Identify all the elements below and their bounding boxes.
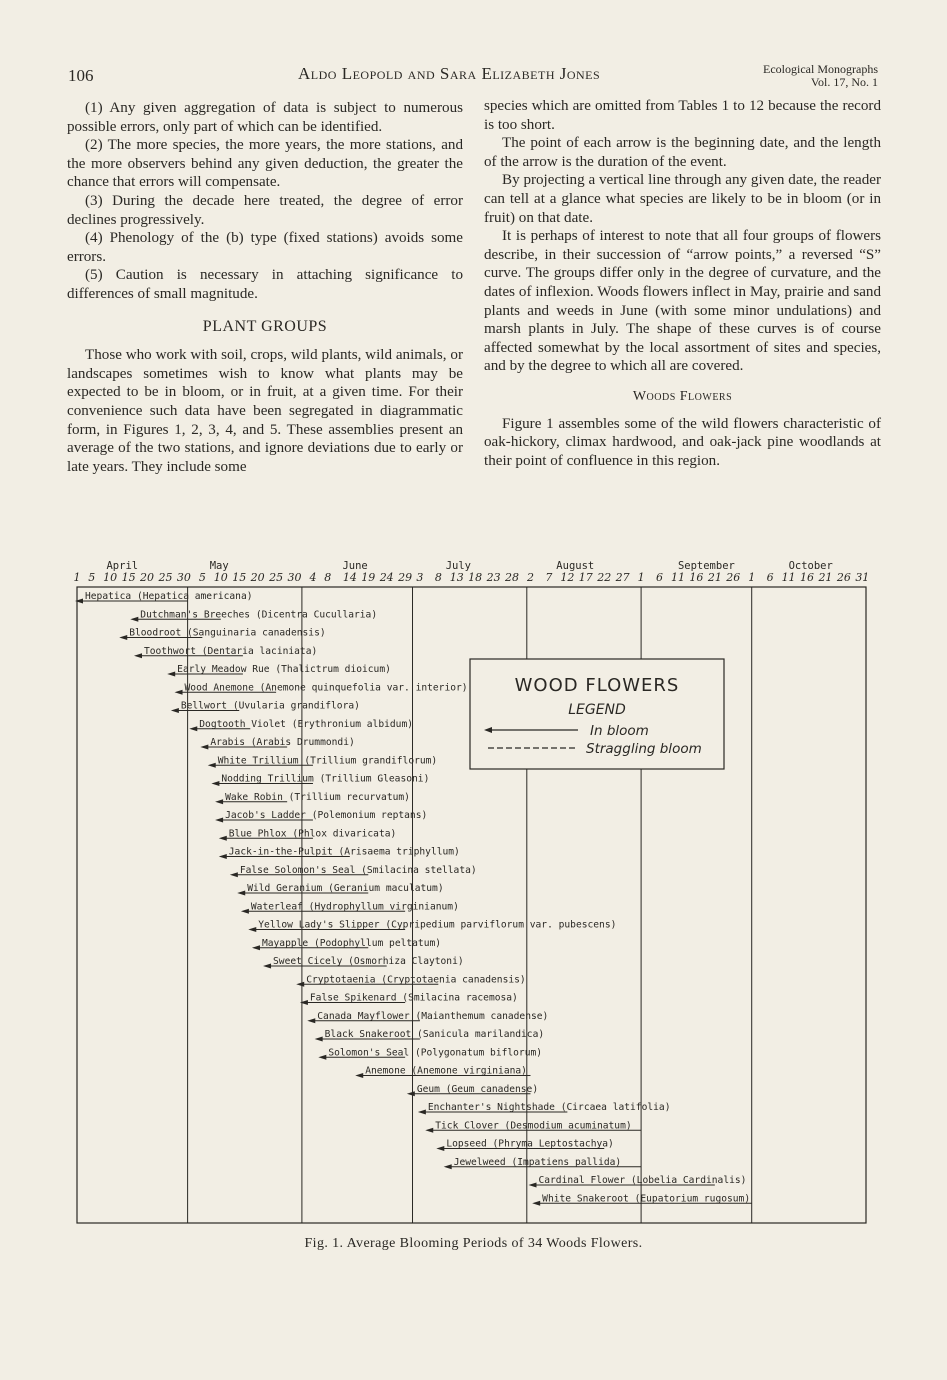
- day-tick-label: 18: [468, 571, 483, 584]
- day-tick-label: 28: [505, 571, 520, 584]
- species-label: Cryptotaenia (Cryptotaenia canadensis): [306, 974, 526, 986]
- day-tick-label: 22: [597, 571, 612, 584]
- species-row: [134, 646, 317, 659]
- paragraph: (2) The more species, the more years, the more stations, and the more observers behind any given deduction, the greater the chance that errors will compensate.: [67, 137, 463, 191]
- species-row: [230, 865, 477, 878]
- species-label: White Trillium (Trillium grandiflorum): [217, 755, 438, 767]
- legend-in-bloom-label: In bloom: [590, 723, 649, 739]
- species-row: [307, 1011, 548, 1024]
- day-tick-label: 1: [637, 571, 645, 584]
- arrow-head: [134, 653, 142, 658]
- arrow-head: [296, 982, 304, 987]
- day-tick-label: 15: [232, 571, 247, 584]
- day-tick-label: 5: [88, 571, 96, 584]
- species-label: Dogtooth Violet (Erythronium albidum): [199, 718, 414, 730]
- arrow-head: [219, 836, 227, 841]
- species-row: [318, 1047, 542, 1060]
- day-tick-label: 1: [748, 571, 756, 584]
- arrow-head: [436, 1146, 444, 1151]
- species-label: Jacob's Ladder (Polemonium reptans): [225, 810, 428, 821]
- species-label: Anemone (Anemone virginiana): [365, 1065, 527, 1077]
- day-tick-label: 16: [689, 571, 704, 584]
- species-label: Black Snakeroot (Sanicula marilandica): [324, 1029, 545, 1040]
- species-row: [425, 1120, 641, 1133]
- species-label: Enchanter's Nightshade (Circaea latifolia): [427, 1102, 671, 1113]
- species-label: Dutchman's Breeches (Dicentra Cucullaria): [140, 609, 378, 621]
- day-tick-label: 25: [158, 571, 173, 584]
- day-tick-label: 7: [545, 571, 553, 584]
- species-label: Tick Clover (Desmodium acuminatum): [435, 1120, 632, 1132]
- arrow-head: [167, 672, 175, 677]
- species-row: [444, 1157, 641, 1170]
- species-row: [215, 810, 427, 823]
- legend-straggling-label: Straggling bloom: [586, 741, 702, 757]
- paragraph: (3) During the decade here treated, the degree of error declines progressively.: [67, 192, 463, 228]
- arrow-head: [211, 781, 219, 786]
- arrow-head: [119, 635, 127, 640]
- species-row: [436, 1139, 614, 1152]
- species-row: [215, 792, 410, 805]
- arrow-head: [300, 1000, 308, 1005]
- day-tick-label: 13: [449, 571, 464, 584]
- species-label: Jack-in-the-Pulpit (Arisaema triphyllum): [228, 846, 460, 858]
- species-row: [263, 956, 464, 969]
- arrow-head: [219, 854, 227, 859]
- species-label: Hepatica (Hepatica americana): [85, 591, 253, 602]
- day-tick-label: 21: [707, 571, 722, 584]
- species-label: Jewelweed (Impatiens pallida): [453, 1156, 622, 1168]
- day-tick-label: 26: [836, 571, 851, 584]
- day-tick-label: 29: [398, 571, 413, 584]
- arrow-head: [75, 599, 83, 604]
- day-tick-label: 1: [73, 571, 81, 584]
- species-row: [528, 1175, 746, 1188]
- species-label: Bellwort (Uvularia grandiflora): [180, 700, 360, 712]
- species-row: [407, 1084, 538, 1097]
- arrow-head: [528, 1183, 536, 1188]
- paragraph: (1) Any given aggregation of data is subject to numerous possible errors, only part of which can be identified.: [67, 100, 463, 135]
- species-row: [532, 1193, 752, 1206]
- arrow-head: [532, 1201, 540, 1206]
- month-label: July: [445, 560, 471, 572]
- species-row: [296, 974, 526, 987]
- species-label: Cardinal Flower (Lobelia Cardinalis): [538, 1175, 747, 1186]
- species-label: Wake Robin (Trillium recurvatum): [225, 791, 410, 803]
- day-tick-label: 20: [250, 571, 265, 584]
- month-label: June: [342, 560, 368, 572]
- arrow-head: [200, 745, 208, 750]
- month-label: September: [677, 560, 735, 572]
- species-row: [189, 719, 413, 732]
- arrow-head: [307, 1018, 315, 1023]
- arrow-head: [444, 1164, 452, 1169]
- species-row: [219, 828, 397, 841]
- species-label: Canada Mayflower (Maianthemum canadense): [317, 1010, 549, 1022]
- arrow-head: [263, 964, 271, 969]
- species-row: [300, 993, 518, 1006]
- species-row: [241, 901, 459, 914]
- page-number: 106: [68, 66, 94, 85]
- species-label: Solomon's Seal (Polygonatum biflorum): [328, 1047, 543, 1059]
- paragraph: (4) Phenology of the (b) type (fixed stations) avoids some errors.: [67, 230, 463, 265]
- day-tick-label: 10: [103, 571, 118, 584]
- species-row: [418, 1102, 671, 1115]
- species-label: Toothwort (Dentaria laciniata): [143, 645, 318, 657]
- arrow-head: [171, 708, 179, 713]
- species-label: Lopseed (Phryma Leptostachya): [446, 1138, 614, 1150]
- day-tick-label: 27: [615, 571, 630, 584]
- species-label: False Spikenard (Smilacina racemosa): [309, 992, 518, 1004]
- species-row: [171, 701, 360, 714]
- day-tick-label: 8: [434, 571, 442, 584]
- arrow-head: [215, 799, 223, 804]
- arrow-head: [208, 763, 216, 768]
- species-row: [175, 682, 468, 695]
- day-tick-label: 15: [121, 571, 136, 584]
- paragraph: Figure 1 assembles some of the wild flowers characteristic of oak-hickory, climax hardwood, and oak-jack pine woodlands at their point of confluence in this region.: [484, 415, 881, 469]
- day-tick-label: 30: [287, 571, 302, 584]
- day-tick-label: 17: [578, 571, 593, 584]
- day-tick-label: 21: [818, 571, 833, 584]
- day-tick-label: 2: [526, 571, 534, 584]
- day-tick-label: 8: [324, 571, 332, 584]
- day-tick-label: 10: [213, 571, 228, 584]
- day-tick-label: 26: [726, 571, 741, 584]
- species-label: Mayapple (Podophyllum peltatum): [261, 937, 442, 949]
- species-label: Geum (Geum canadense): [416, 1083, 539, 1095]
- species-label: Waterleaf (Hydrophyllum virginianum): [250, 901, 459, 913]
- paragraph: It is perhaps of interest to note that all four groups of flowers describe, in their succession of “arrow points,” a reversed “S” curve. The groups differ only in the degree of curvature, and the dates of inflexion. Woods flowers inflect in May, prairie and sand plants and weeds in June (with some minor undulations) and marsh plants in July. The shape of these curves is of course affected somewhat by the local assortment of sites and species, and by the degree to which all are covered.: [484, 228, 881, 375]
- paragraph: Those who work with soil, crops, wild plants, wild animals, or landscapes sometimes wish to know what plants may be expected to be in bloom, or in fruit, at a given time. For their convenience such data have been segregated in diagrammatic form, in Figures 1, 2, 3, 4, and 5. These assemblies present an average of the two stations, and ignore deviations due to early or late years. They include some: [67, 347, 463, 475]
- paragraph: The point of each arrow is the beginning date, and the length of the arrow is the duration of the event.: [484, 135, 881, 170]
- species-label: Sweet Cicely (Osmorhiza Claytoni): [273, 956, 464, 967]
- species-row: [208, 755, 438, 768]
- month-label: October: [788, 560, 833, 572]
- species-label: Arabis (Arabis Drummondi): [210, 737, 355, 748]
- legend-subtitle: LEGEND: [568, 702, 626, 718]
- day-tick-label: 16: [800, 571, 815, 584]
- paragraph: species which are omitted from Tables 1 to 12 because the record is too short.: [484, 98, 881, 133]
- arrow-head: [318, 1055, 326, 1060]
- arrow-head: [425, 1128, 433, 1133]
- day-tick-label: 19: [361, 571, 376, 584]
- subsection-heading: Woods Flowers: [632, 388, 733, 404]
- day-tick-label: 14: [342, 571, 357, 584]
- species-label: Wild Geranium (Geranium maculatum): [247, 883, 444, 894]
- day-tick-label: 6: [656, 571, 664, 584]
- day-tick-label: 23: [486, 571, 501, 584]
- day-tick-label: 25: [269, 571, 284, 584]
- legend-title: WOOD FLOWERS: [514, 675, 680, 696]
- species-label: White Snakeroot (Eupatorium rugosum): [542, 1193, 751, 1205]
- species-row: [237, 883, 443, 896]
- species-label: Bloodroot (Sanguinaria canadensis): [129, 627, 326, 639]
- day-tick-label: 6: [766, 571, 774, 584]
- species-label: Early Meadow Rue (Thalictrum dioicum): [177, 664, 391, 675]
- species-label: False Solomon's Seal (Smilacina stellata): [239, 864, 477, 876]
- journal-volume: Vol. 17, No. 1: [810, 75, 878, 89]
- species-label: Yellow Lady's Slipper (Cypripedium parviflorum var. pubescens): [258, 919, 617, 931]
- arrow-head: [130, 617, 138, 622]
- journal-name: Ecological Monographs: [763, 62, 878, 76]
- arrow-head: [418, 1110, 426, 1115]
- day-tick-label: 5: [198, 571, 206, 584]
- paragraph: By projecting a vertical line through any given date, the reader can tell at a glance what species are likely to be in bloom (or in fruit) on that date.: [484, 172, 881, 226]
- arrow-head: [407, 1091, 415, 1096]
- paragraph: (5) Caution is necessary in attaching significance to differences of small magnitude.: [67, 267, 463, 302]
- day-tick-label: 3: [416, 571, 424, 584]
- arrow-head: [315, 1037, 323, 1042]
- species-row: [211, 774, 429, 787]
- species-row: [75, 591, 253, 604]
- species-row: [219, 847, 460, 860]
- arrow-head: [241, 909, 249, 914]
- figure-caption: Fig. 1. Average Blooming Periods of 34 Woods Flowers.: [304, 1236, 643, 1251]
- species-label: Wood Anemone (Anemone quinquefolia var. interior): [184, 682, 468, 694]
- month-label: April: [106, 560, 139, 572]
- species-row: [252, 938, 441, 951]
- day-tick-label: 11: [670, 571, 685, 584]
- day-tick-label: 20: [140, 571, 155, 584]
- day-tick-label: 12: [560, 571, 575, 584]
- species-label: Nodding Trillium (Trillium Gleasoni): [221, 773, 430, 785]
- species-row: [355, 1066, 530, 1079]
- arrow-head: [252, 945, 260, 950]
- species-row: [248, 920, 616, 933]
- arrow-head: [248, 927, 256, 932]
- arrow-head: [175, 690, 183, 695]
- arrow-head: [230, 872, 238, 877]
- species-row: [130, 609, 377, 622]
- arrow-head: [189, 726, 197, 731]
- day-tick-label: 31: [855, 571, 870, 584]
- species-row: [315, 1029, 545, 1042]
- month-label: May: [209, 560, 229, 572]
- arrow-head: [355, 1073, 363, 1078]
- species-row: [200, 737, 354, 750]
- arrow-head: [237, 891, 245, 896]
- arrow-head: [215, 818, 223, 823]
- running-head: Aldo Leopold and Sara Elizabeth Jones: [298, 64, 601, 83]
- species-row: [167, 664, 391, 677]
- day-tick-label: 11: [781, 571, 796, 584]
- section-heading: PLANT GROUPS: [202, 317, 328, 335]
- day-tick-label: 24: [379, 571, 394, 584]
- species-row: [119, 628, 325, 641]
- day-tick-label: 4: [309, 571, 317, 584]
- day-tick-label: 30: [176, 571, 191, 584]
- species-label: Blue Phlox (Phlox divaricata): [228, 828, 397, 840]
- month-label: August: [556, 560, 595, 572]
